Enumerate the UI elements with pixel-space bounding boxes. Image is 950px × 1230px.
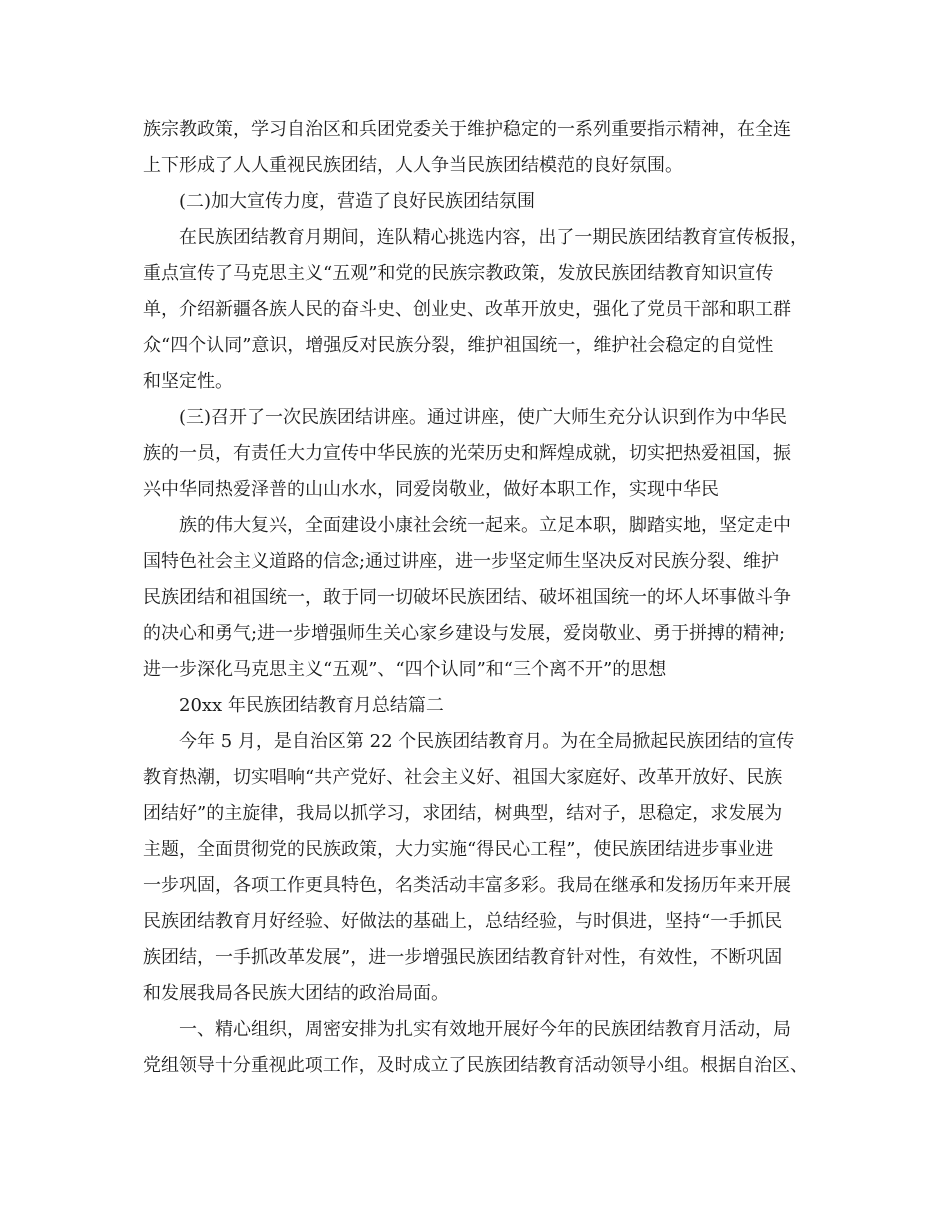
- text-line: 今年 5 月，是自治区第 22 个民族团结教育月。为在全局掀起民族团结的宣传: [179, 731, 795, 752]
- text-line: 和坚定性。: [143, 371, 233, 392]
- text-line: 和发展我局各民族大团结的政治局面。: [143, 983, 449, 1004]
- text-line: 教育热潮，切实唱响“共产党好、社会主义好、祖国大家庭好、改革开放好、民族: [143, 767, 783, 788]
- text-line: 党组领导十分重视此项工作，及时成立了民族团结教育活动领导小组。根据自治区、: [143, 1055, 808, 1076]
- text-line: 族的一员，有责任大力宣传中华民族的光荣历史和辉煌成就，切实把热爱祖国，振: [143, 443, 791, 464]
- text-line: 国特色社会主义道路的信念;通过讲座，进一步坚定师生坚决反对民族分裂、维护: [143, 551, 780, 572]
- text-line: 族宗教政策，学习自治区和兵团党委关于维护稳定的一系列重要指示精神，在全连: [143, 119, 791, 140]
- section-heading: (三)召开了一次民族团结讲座。通过讲座，使广大师生充分认识到作为中华民: [179, 407, 788, 428]
- text-line: 族的伟大复兴，全面建设小康社会统一起来。立足本职，脚踏实地，坚定走中: [179, 515, 791, 536]
- section-heading: 一、精心组织，周密安排为扎实有效地开展好今年的民族团结教育月活动，局: [179, 1019, 791, 1040]
- text-line: 一步巩固，各项工作更具特色，名类活动丰富多彩。我局在继承和发扬历年来开展: [143, 875, 791, 896]
- text-line: 重点宣传了马克思主义“五观”和党的民族宗教政策，发放民族团结教育知识宣传: [143, 263, 774, 284]
- text-line: 在民族团结教育月期间，连队精心挑选内容，出了一期民族团结教育宣传板报，: [179, 227, 808, 248]
- text-line: 民族团结和祖国统一，敢于同一切破坏民族团结、破坏祖国统一的坏人坏事做斗争: [143, 587, 791, 608]
- section-heading: (二)加大宣传力度，营造了良好民族团结氛围: [179, 191, 536, 212]
- text-line: 主题，全面贯彻党的民族政策，大力实施“得民心工程”，使民族团结进步事业进: [143, 839, 774, 860]
- text-line: 进一步深化马克思主义“五观”、“四个认同”和“三个离不开”的思想: [143, 659, 667, 680]
- text-line: 单，介绍新疆各族人民的奋斗史、创业史、改革开放史，强化了党员干部和职工群: [143, 299, 791, 320]
- text-line: 团结好”的主旋律，我局以抓学习，求团结，树典型，结对子，思稳定，求发展为: [143, 803, 783, 824]
- text-line: 兴中华同热爱泽普的山山水水，同爱岗敬业，做好本职工作，实现中华民: [143, 479, 719, 500]
- text-line: 的决心和勇气;进一步增强师生关心家乡建设与发展，爱岗敬业、勇于拼搏的精神;: [143, 623, 786, 644]
- text-line: 民族团结教育月好经验、好做法的基础上，总结经验，与时俱进，坚持“一手抓民: [143, 911, 783, 932]
- text-line: 族团结，一手抓改革发展”，进一步增强民族团结教育针对性，有效性，不断巩固: [143, 947, 783, 968]
- text-line: 上下形成了人人重视民族团结，人人争当民族团结模范的良好氛围。: [143, 155, 683, 176]
- text-line: 众“四个认同”意识，增强反对民族分裂，维护祖国统一，维护社会稳定的自觉性: [143, 335, 774, 356]
- article-title: 20xx 年民族团结教育月总结篇二: [179, 695, 444, 716]
